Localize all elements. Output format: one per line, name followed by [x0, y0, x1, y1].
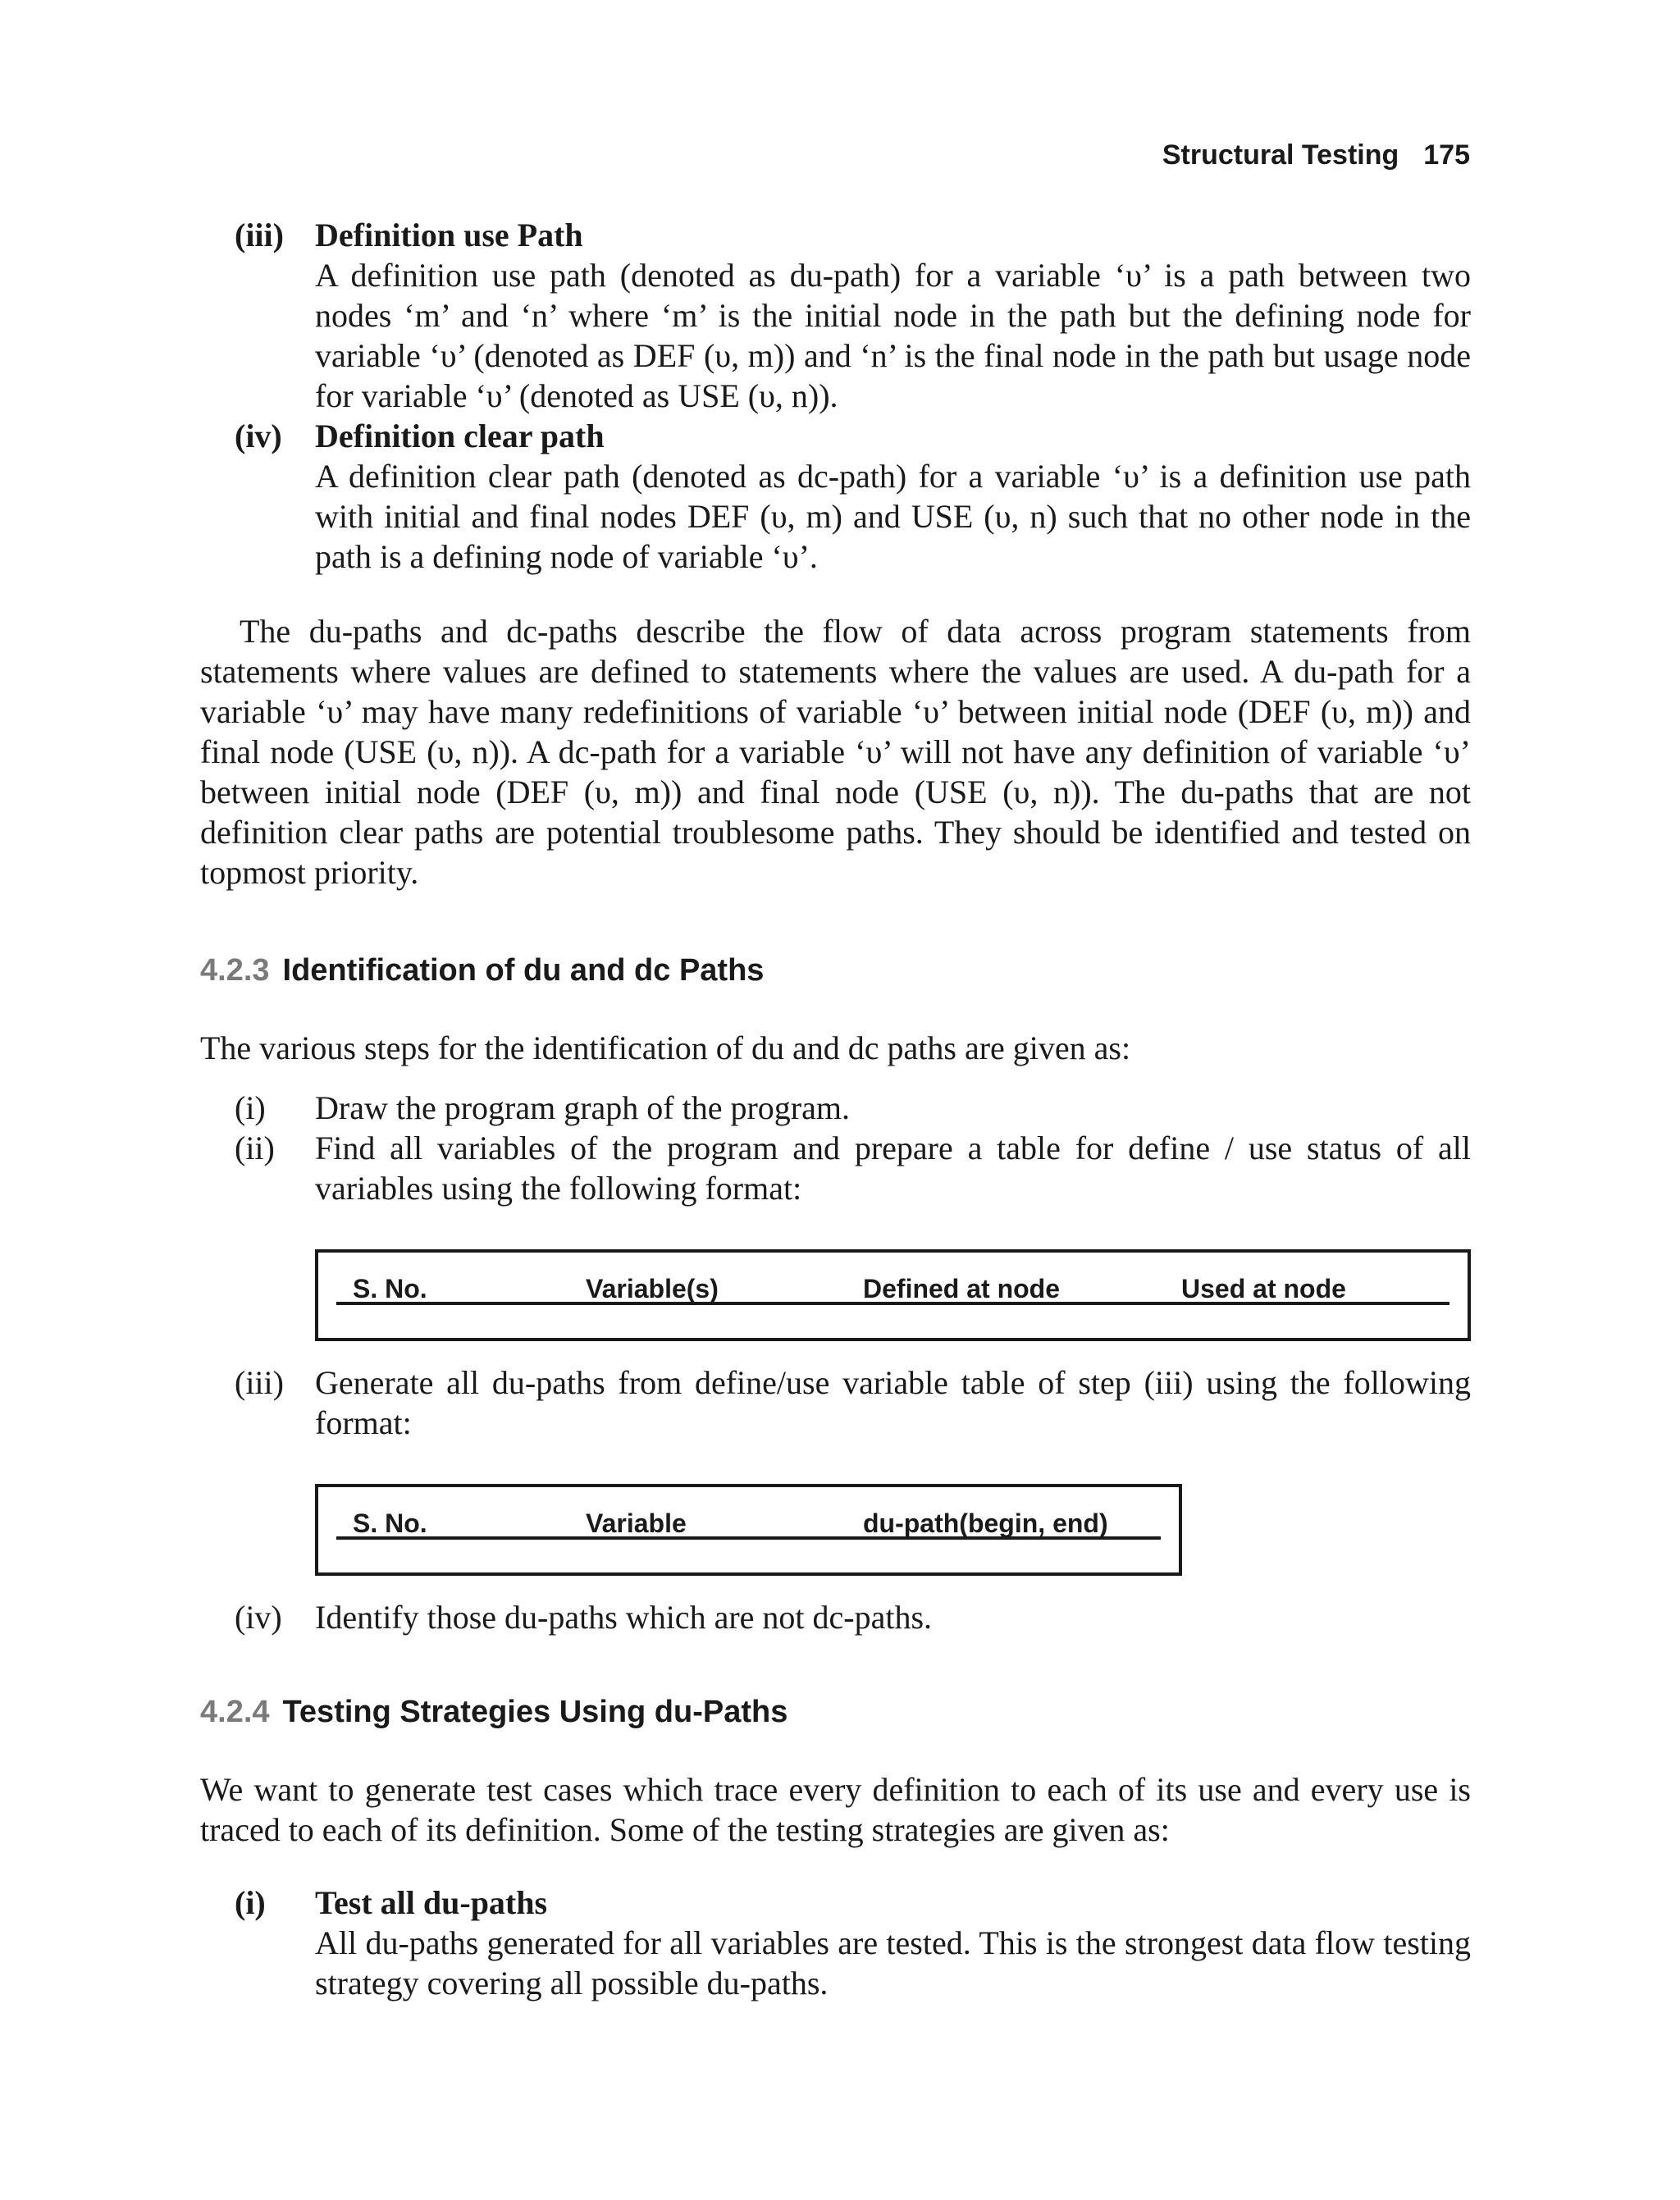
strategy-item-all-du-paths — [200, 1883, 1471, 2003]
step-item — [200, 1088, 1471, 1128]
table-header-defined-at-node: Defined at node — [863, 1274, 1061, 1303]
du-path-format-table — [315, 1484, 1182, 1576]
table-header-sno: S. No. — [353, 1509, 427, 1538]
section-number: 4.2.3 — [200, 953, 270, 988]
step-number: (iv) — [235, 1599, 282, 1636]
step-number: (i) — [235, 1089, 266, 1126]
definition-title: Definition use Path — [315, 217, 583, 253]
definition-title: Definition clear path — [315, 418, 605, 454]
step-item — [200, 1597, 1471, 1637]
page-content — [200, 215, 1471, 2003]
strategy-text: All du-paths generated for all variables are tested. This is the strongest data flow testing strategy covering all possible du-paths. — [315, 1924, 1471, 2001]
section-intro: The various steps for the identification of du and dc paths are given as: — [200, 1029, 1131, 1066]
strategy-title: Test all du-paths — [315, 1884, 548, 1921]
page-number: 175 — [1423, 139, 1470, 171]
table-header-sno: S. No. — [353, 1274, 427, 1303]
strategy-number: (i) — [235, 1884, 266, 1921]
define-use-format-table — [315, 1249, 1471, 1341]
step-text: Generate all du-paths from define/use variable table of step (iii) using the following format: — [315, 1364, 1471, 1441]
step-text: Identify those du-paths which are not dc-paths. — [315, 1599, 933, 1636]
section-intro: We want to generate test cases which trace every definition to each of its use and every use is traced to each of its definition. Some of the testing strategies are given as: — [200, 1771, 1471, 1848]
definition-text: A definition use path (denoted as du-path) for a variable ‘υ’ is a path between two nodes ‘m’ and ‘n’ where ‘m’ is the initial node in the path but the defining node for variable ‘υ’ (denoted as DEF (υ, m)) and ‘n’ is the final node in the path but usage node for variable ‘υ’ (denoted as USE (υ, n)). — [315, 257, 1471, 414]
section-title: Identification of du and dc Paths — [282, 953, 765, 988]
running-head — [1162, 139, 1470, 171]
definition-item-du-path — [200, 215, 1471, 416]
definition-number: (iv) — [235, 418, 282, 454]
step-number: (ii) — [235, 1130, 275, 1166]
section-heading-4-2-4 — [200, 1693, 1471, 1731]
table-header-variable: Variable — [586, 1509, 687, 1538]
table-header-used-at-node: Used at node — [1181, 1274, 1346, 1303]
section-number: 4.2.4 — [200, 1695, 270, 1729]
section-title: Testing Strategies Using du-Paths — [282, 1695, 788, 1729]
table-header-variables: Variable(s) — [586, 1274, 719, 1303]
running-head-title: Structural Testing — [1162, 139, 1399, 171]
step-item — [200, 1128, 1471, 1208]
section-heading-4-2-3 — [200, 952, 1471, 989]
step-item — [200, 1362, 1471, 1443]
table-header-rule — [336, 1536, 1161, 1540]
step-text: Draw the program graph of the program. — [315, 1089, 850, 1126]
step-text: Find all variables of the program and prepare a table for define / use status of all variables using the following format: — [315, 1130, 1471, 1207]
table-header-rule — [336, 1302, 1449, 1305]
body-paragraph: The du-paths and dc-paths describe the flow of data across program statements from statements where values are defined to statements where the values are used. A du-path for a variable ‘υ’ may have many redefinitions of variable ‘υ’ between initial node (DEF (υ, m)) and final node (USE (υ, n)). A dc-path for a variable ‘υ’ will not have any definition of variable ‘υ’ between initial node (DEF (υ, m)) and final node (USE (υ, n)). The du-paths that are not definition clear paths are potential troublesome paths. They should be identified and tested on topmost priority. — [200, 613, 1471, 891]
definition-text: A definition clear path (denoted as dc-path) for a variable ‘υ’ is a definition use path with initial and final nodes DEF (υ, m) and USE (υ, n) such that no other node in the path is a defining node of variable ‘υ’. — [315, 458, 1471, 575]
step-number: (iii) — [235, 1364, 284, 1401]
definition-number: (iii) — [235, 217, 284, 253]
definition-item-dc-path — [200, 416, 1471, 577]
table-header-du-path: du-path(begin, end) — [863, 1509, 1108, 1538]
